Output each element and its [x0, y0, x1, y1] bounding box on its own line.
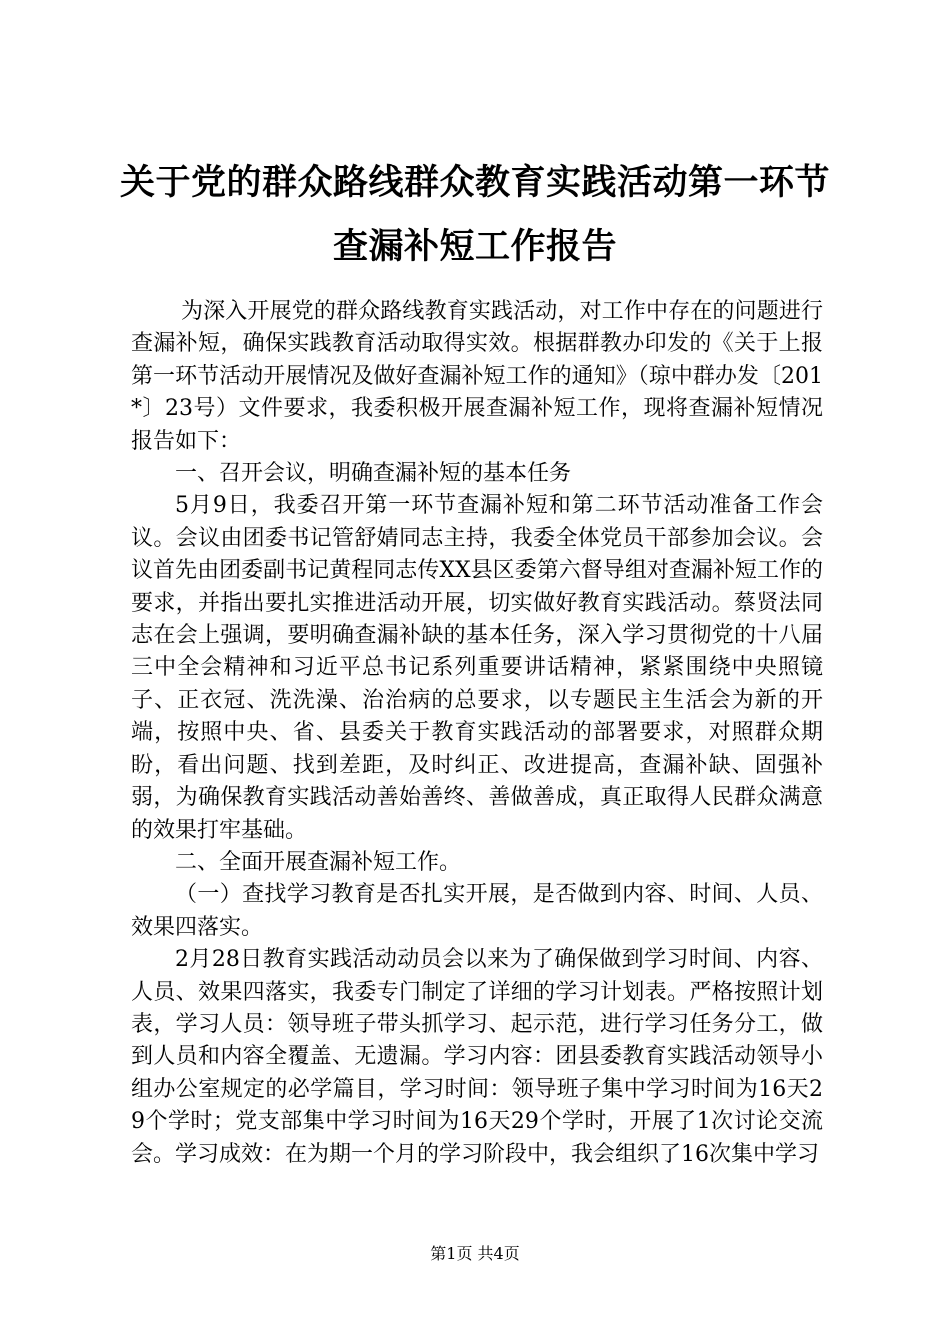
subsection-1-paragraph: 2月28日教育实践活动动员会以来为了确保做到学习时间、内容、人员、效果四落实，我委专门制定了详细的学习计划表。严格按照计划表，学习人员：领导班子带头抓学习、起示范，进行学习任务分工，做到人员和内容全覆盖、无遗漏。学习内容：团县委教育实践活动领导小组办公室规定的必学篇目，学习时间：领导班子集中学习时间为16天29个学时；党支部集中学习时间为16天29个学时，开展了1次讨论交流会。学习成效：在为期一个月的学习阶段中，我会组织了16次集中学习 — [131, 947, 823, 1167]
document-title-line-2: 查漏补短工作报告 — [332, 227, 617, 267]
document-title-line-1: 关于党的群众路线群众教育实践活动第一环节 — [119, 163, 830, 203]
document-body — [131, 296, 823, 1171]
subsection-heading-1: （一）查找学习教育是否扎实开展，是否做到内容、时间、人员、效果四落实。 — [131, 882, 823, 940]
page-number-footer: 第1页 共4页 — [430, 1244, 520, 1263]
section-heading-2: 二、全面开展查漏补短工作。 — [175, 849, 462, 875]
section-1-paragraph: 5月9日，我委召开第一环节查漏补短和第二环节活动准备工作会议。会议由团委书记管舒婧同志主持，我委全体党员干部参加会议。会议首先由团委副书记黄程同志传XX县区委第六督导组对查漏补短工作的要求，并指出要扎实推进活动开展，切实做好教育实践活动。蔡贤法同志在会上强调，要明确查漏补缺的基本任务，深入学习贯彻党的十八届三中全会精神和习近平总书记系列重要讲话精神，紧紧围绕中央照镜子、正衣冠、洗洗澡、治治病的总要求，以专题民主生活会为新的开端，按照中央、省、县委关于教育实践活动的部署要求，对照群众期盼，看出问题、找到差距，及时纠正、改进提高，查漏补缺、固强补弱，为确保教育实践活动善始善终、善做善成，真正取得人民群众满意的效果打牢基础。 — [131, 493, 823, 843]
section-heading-1: 一、召开会议，明确查漏补短的基本任务 — [175, 461, 572, 487]
intro-paragraph: 为深入开展党的群众路线教育实践活动，对工作中存在的问题进行查漏补短，确保实践教育活动取得实效。根据群教办印发的《关于上报第一环节活动开展情况及做好查漏补短工作的通知》（琼中群办发〔201*〕23号）文件要求，我委积极开展查漏补短工作，现将查漏补短情况报告如下： — [131, 299, 823, 454]
